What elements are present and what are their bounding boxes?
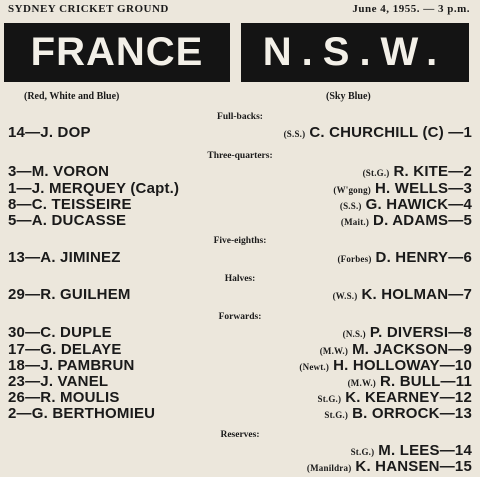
section-halves: Halves: bbox=[224, 274, 256, 284]
france-player: 17—G. DELAYE bbox=[8, 341, 122, 358]
player-name: M. LEES—14 bbox=[378, 442, 472, 459]
france-player: 29—R. GUILHEM bbox=[8, 286, 131, 303]
france-player: 2—G. BERTHOMIEU bbox=[8, 405, 156, 422]
player-name: H. WELLS—3 bbox=[374, 180, 472, 197]
france-player: 26—R. MOULIS bbox=[8, 389, 120, 406]
section-forwards: Forwards: bbox=[218, 312, 262, 322]
france-player: 23—J. VANEL bbox=[8, 373, 109, 390]
section-threequarters: Three-quarters: bbox=[207, 151, 273, 161]
nsw-colors: (Sky Blue) bbox=[326, 91, 371, 102]
france-player: 14—J. DOP bbox=[8, 124, 91, 141]
team-france-banner: FRANCE bbox=[4, 23, 230, 82]
club-label: (M.W.) bbox=[319, 346, 349, 356]
player-name: R. KITE—2 bbox=[393, 163, 472, 180]
player-name: C. CHURCHILL (C) —1 bbox=[309, 124, 472, 141]
player-name: H. HOLLOWAY—10 bbox=[333, 357, 472, 374]
player-name: B. ORROCK—13 bbox=[352, 405, 472, 422]
nsw-player bbox=[299, 357, 472, 374]
nsw-player bbox=[318, 389, 473, 406]
france-player: 30—C. DUPLE bbox=[8, 324, 112, 341]
player-name: D. HENRY—6 bbox=[375, 249, 472, 266]
nsw-player bbox=[320, 341, 472, 358]
france-player: 8—C. TEISSEIRE bbox=[8, 196, 132, 213]
nsw-player bbox=[337, 249, 472, 266]
nsw-player bbox=[324, 405, 472, 422]
club-label: (Mait.) bbox=[340, 217, 370, 227]
player-name: M. JACKSON—9 bbox=[352, 341, 472, 358]
club-label: (W.S.) bbox=[332, 291, 358, 301]
france-player: 13—A. JIMINEZ bbox=[8, 249, 121, 266]
club-label: St.G.) bbox=[350, 447, 375, 457]
club-label: (Manildra) bbox=[306, 463, 352, 473]
venue-heading: SYDNEY CRICKET GROUND bbox=[8, 3, 169, 15]
player-name: K. HOLMAN—7 bbox=[361, 286, 472, 303]
nsw-player bbox=[351, 442, 472, 459]
nsw-player bbox=[284, 124, 472, 141]
player-name: K. KEARNEY—12 bbox=[345, 389, 472, 406]
france-player: 5—A. DUCASSE bbox=[8, 212, 127, 229]
club-label: St.G.) bbox=[324, 410, 349, 420]
france-player: 1—J. MERQUEY (Capt.) bbox=[8, 180, 180, 197]
club-label: St.G.) bbox=[317, 394, 342, 404]
section-fullbacks: Full-backs: bbox=[217, 112, 263, 122]
club-label: (N.S.) bbox=[342, 329, 366, 339]
france-colors: (Red, White and Blue) bbox=[24, 91, 120, 102]
nsw-player bbox=[333, 180, 472, 197]
player-name: R. BULL—11 bbox=[379, 373, 472, 390]
nsw-player bbox=[341, 212, 472, 229]
club-label: (Newt.) bbox=[299, 362, 330, 372]
club-label: (W'gong) bbox=[333, 185, 371, 195]
club-label: (Forbes) bbox=[337, 254, 372, 264]
player-name: K. HANSEN—15 bbox=[355, 458, 472, 475]
club-label: (S.S.) bbox=[283, 129, 306, 139]
nsw-player bbox=[333, 286, 472, 303]
player-name: D. ADAMS—5 bbox=[373, 212, 472, 229]
player-name: G. HAWICK—4 bbox=[365, 196, 472, 213]
section-reserves: Reserves: bbox=[220, 430, 260, 440]
club-label: (S.S.) bbox=[339, 201, 362, 211]
nsw-player bbox=[348, 373, 472, 390]
section-fiveeighths: Five-eighths: bbox=[213, 236, 267, 246]
date-heading: June 4, 1955. — 3 p.m. bbox=[352, 3, 470, 15]
france-player: 3—M. VORON bbox=[8, 163, 110, 180]
nsw-player bbox=[343, 324, 472, 341]
team-nsw-banner: N.S.W. bbox=[241, 23, 469, 82]
player-name: P. DIVERSI—8 bbox=[369, 324, 472, 341]
club-label: (M.W.) bbox=[347, 378, 376, 388]
nsw-player bbox=[340, 196, 472, 213]
france-player: 18—J. PAMBRUN bbox=[8, 357, 135, 374]
club-label: (St.G.) bbox=[362, 168, 390, 178]
nsw-player bbox=[363, 163, 472, 180]
nsw-player bbox=[307, 458, 472, 475]
